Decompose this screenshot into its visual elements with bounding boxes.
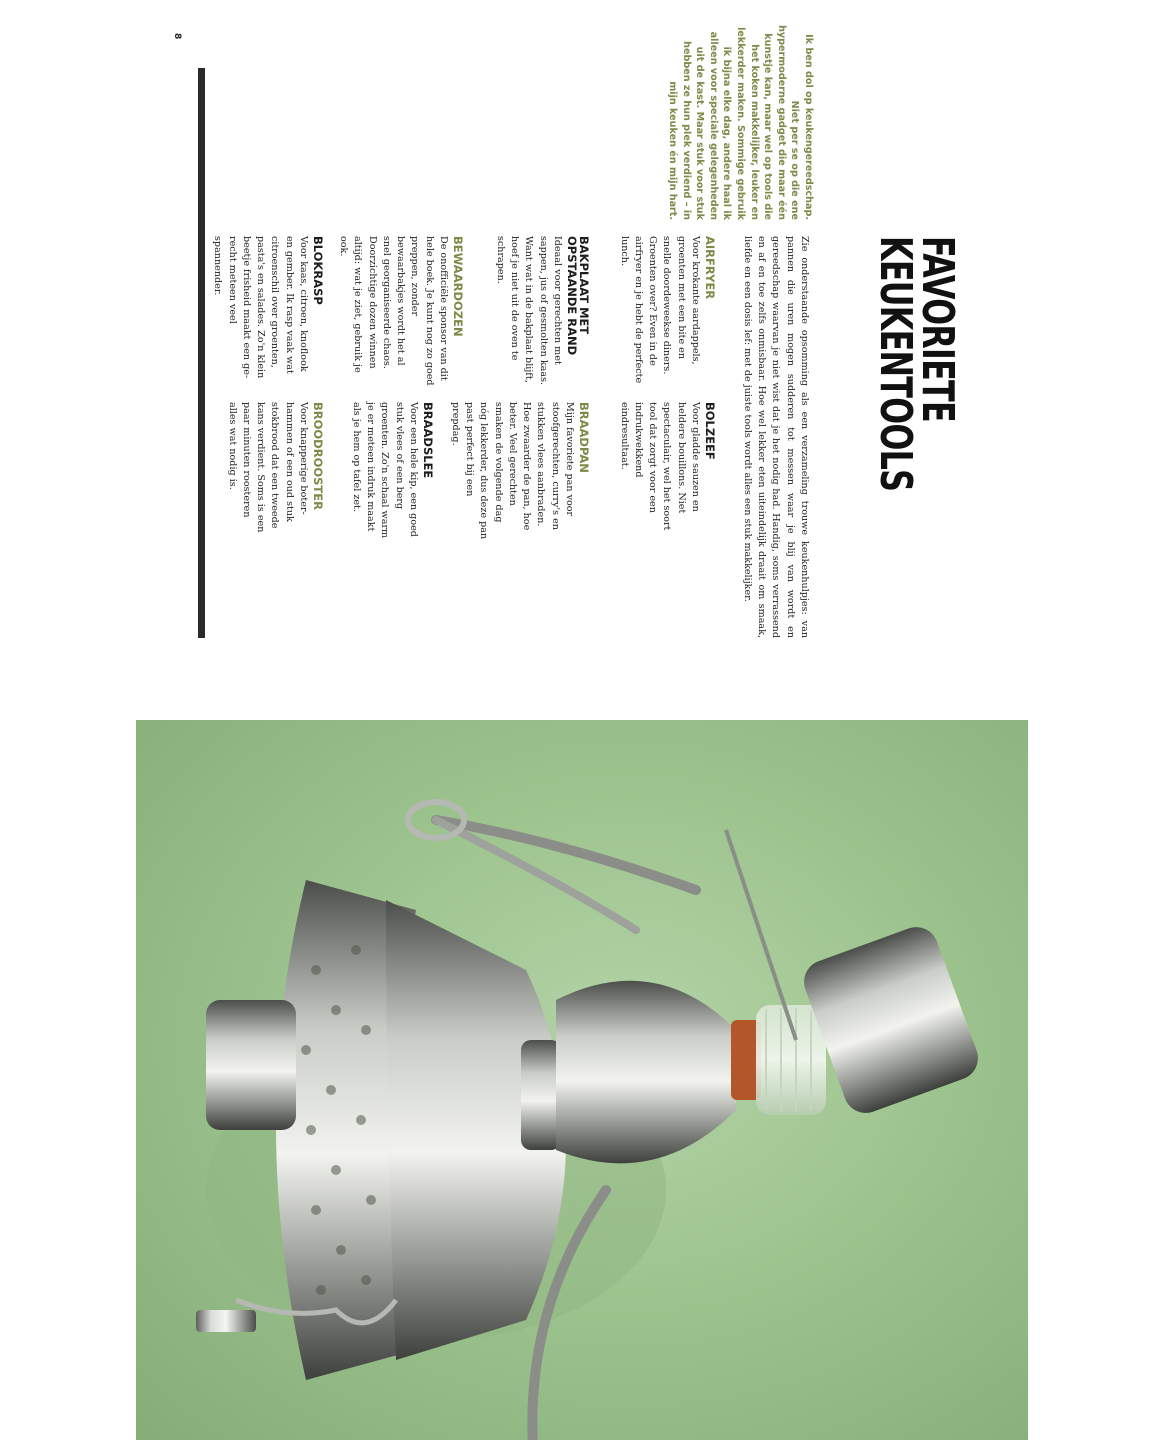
- section-heading-blokrasp: BLOKRASP: [311, 236, 325, 305]
- column-bakplaat: [493, 236, 592, 386]
- column-braadpan: [447, 402, 592, 540]
- column-bolzeef: [616, 402, 718, 540]
- page-number: 8: [172, 33, 182, 40]
- column-braadslee: [349, 402, 436, 540]
- column-broodrooster: [224, 402, 326, 540]
- column-bewaardozen: [336, 236, 466, 386]
- section-heading-bewaardozen: BEWAARDOZEN: [451, 236, 465, 337]
- section-heading-broodrooster: BROODROOSTER: [311, 402, 325, 510]
- title-line-2: KEUKENTOOLS: [870, 236, 921, 492]
- section-text-braadpan: Mijn favoriete pan voor stoofgerechten, curry's en stukken vlees aanbraden. Hoe zwaarder de pan, hoe beter. Veel gerechten smaken de volgende dag nóg lekkerder, dus deze pan past perfect bij een prepdag.: [449, 402, 575, 540]
- title-line-1: FAVORIETE: [912, 236, 963, 422]
- section-heading-braadpan: BRAADPAN: [577, 402, 591, 473]
- section-text-blokrasp: Voor kaas, citroen, knoflook en gember. Ik rasp vaak wat citroenschil over groenten, pasta's en salades. Zo'n klein beetje frisheid maakt een gerecht meteen veel spannender.: [212, 236, 309, 379]
- section-text-bakplaat: Ideaal voor gerechten met sappen, jus of gesmolten kaas. Want wat in de bakplaat blijft, hoef je niet uit de oven te schrapen.: [494, 236, 563, 386]
- section-heading-airfryer: AIRFRYER: [703, 236, 717, 300]
- section-text-airfryer: Voor krokante aardappels, groenten met een bite en snelle doordeweekse diners. Groenten over? Even in de airfryer en je hebt de perfecte lunch.: [618, 236, 701, 384]
- section-text-bolzeef: Voor gladde sauzen en heldere bouillons. Niet spectaculair, wel het soort tool dat zorgt voor een indrukwekkend eindresultaat.: [618, 402, 701, 531]
- section-heading-bakplaat: BAKPLAAT MET OPSTAANDE RAND: [565, 236, 591, 356]
- section-text-bewaardozen: De onofficiële sponsor van dit hele boek. Je kunt nog zo goed preppen, zonder bewaarbakjes wordt het al snel georganiseerde chaos. Doorzichtige dozen winnen altijd: wat je ziet, gebruik je ook.: [337, 236, 449, 386]
- section-heading-bolzeef: BOLZEEF: [703, 402, 717, 460]
- kitchen-tools-photo: [136, 720, 1028, 1440]
- intro-text: Ik ben dol op keukengereedschap. Niet per se op die ene hypermoderne gadget die maar één kunstje kan, maar wel op tools die het koken makkelijker, leuker en lekkerder maken. Sommige gebruik ik bijna elke dag, andere haal ik alleen voor speciale gelegenheden uit de kast. Maar stuk voor stuk hebben ze hun plek verdiend – in mijn keuken én mijn hart.: [667, 25, 814, 220]
- decorative-bar: [198, 68, 205, 638]
- section-heading-braadslee: BRAADSLEE: [421, 402, 435, 479]
- kitchen-tools-illustration: [136, 720, 1028, 1440]
- funnel-icon: [556, 981, 736, 1164]
- section-text-broodrooster: Voor knapperige boterhammen of een oud stuk stokbrood dat een tweede kans verdient. Soms is een paar minuten roosteren alles wat nodig is.: [226, 402, 309, 533]
- section-text-braadslee: Voor een hele kip, een goed stuk vlees of een berg groenten. Zo'n schaal warm je er meteen indruk maakt als je hem op tafel zet.: [350, 402, 419, 539]
- column-blokrasp: [210, 236, 326, 386]
- page-title: [870, 236, 963, 492]
- lead-paragraph: Zie onderstaande opsomming als een verzameling trouwe keukenhulpjes: van pannen die uren mogen sudderen tot messen waar je blij van wordt en gereedschap waarvan je niet wist dat je het nodig had. Handig, soms verrassend en af en toe zelfs onmisbaar. Hoe wel lekker eten uiteindelijk draait om smaak, liefde en een dosis lef: met de juiste tools wordt alles een stuk makkelijker.: [741, 236, 810, 638]
- column-airfryer: [616, 236, 718, 386]
